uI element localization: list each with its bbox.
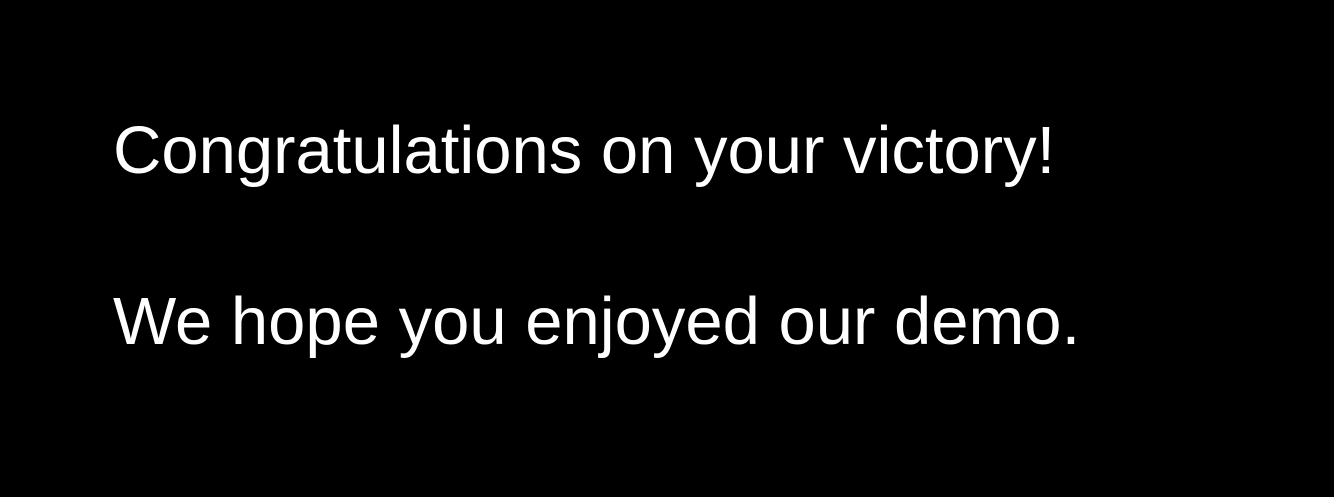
thanks-message: We hope you enjoyed our demo.: [113, 284, 1081, 359]
congratulations-message: Congratulations on your victory!: [113, 113, 1056, 188]
